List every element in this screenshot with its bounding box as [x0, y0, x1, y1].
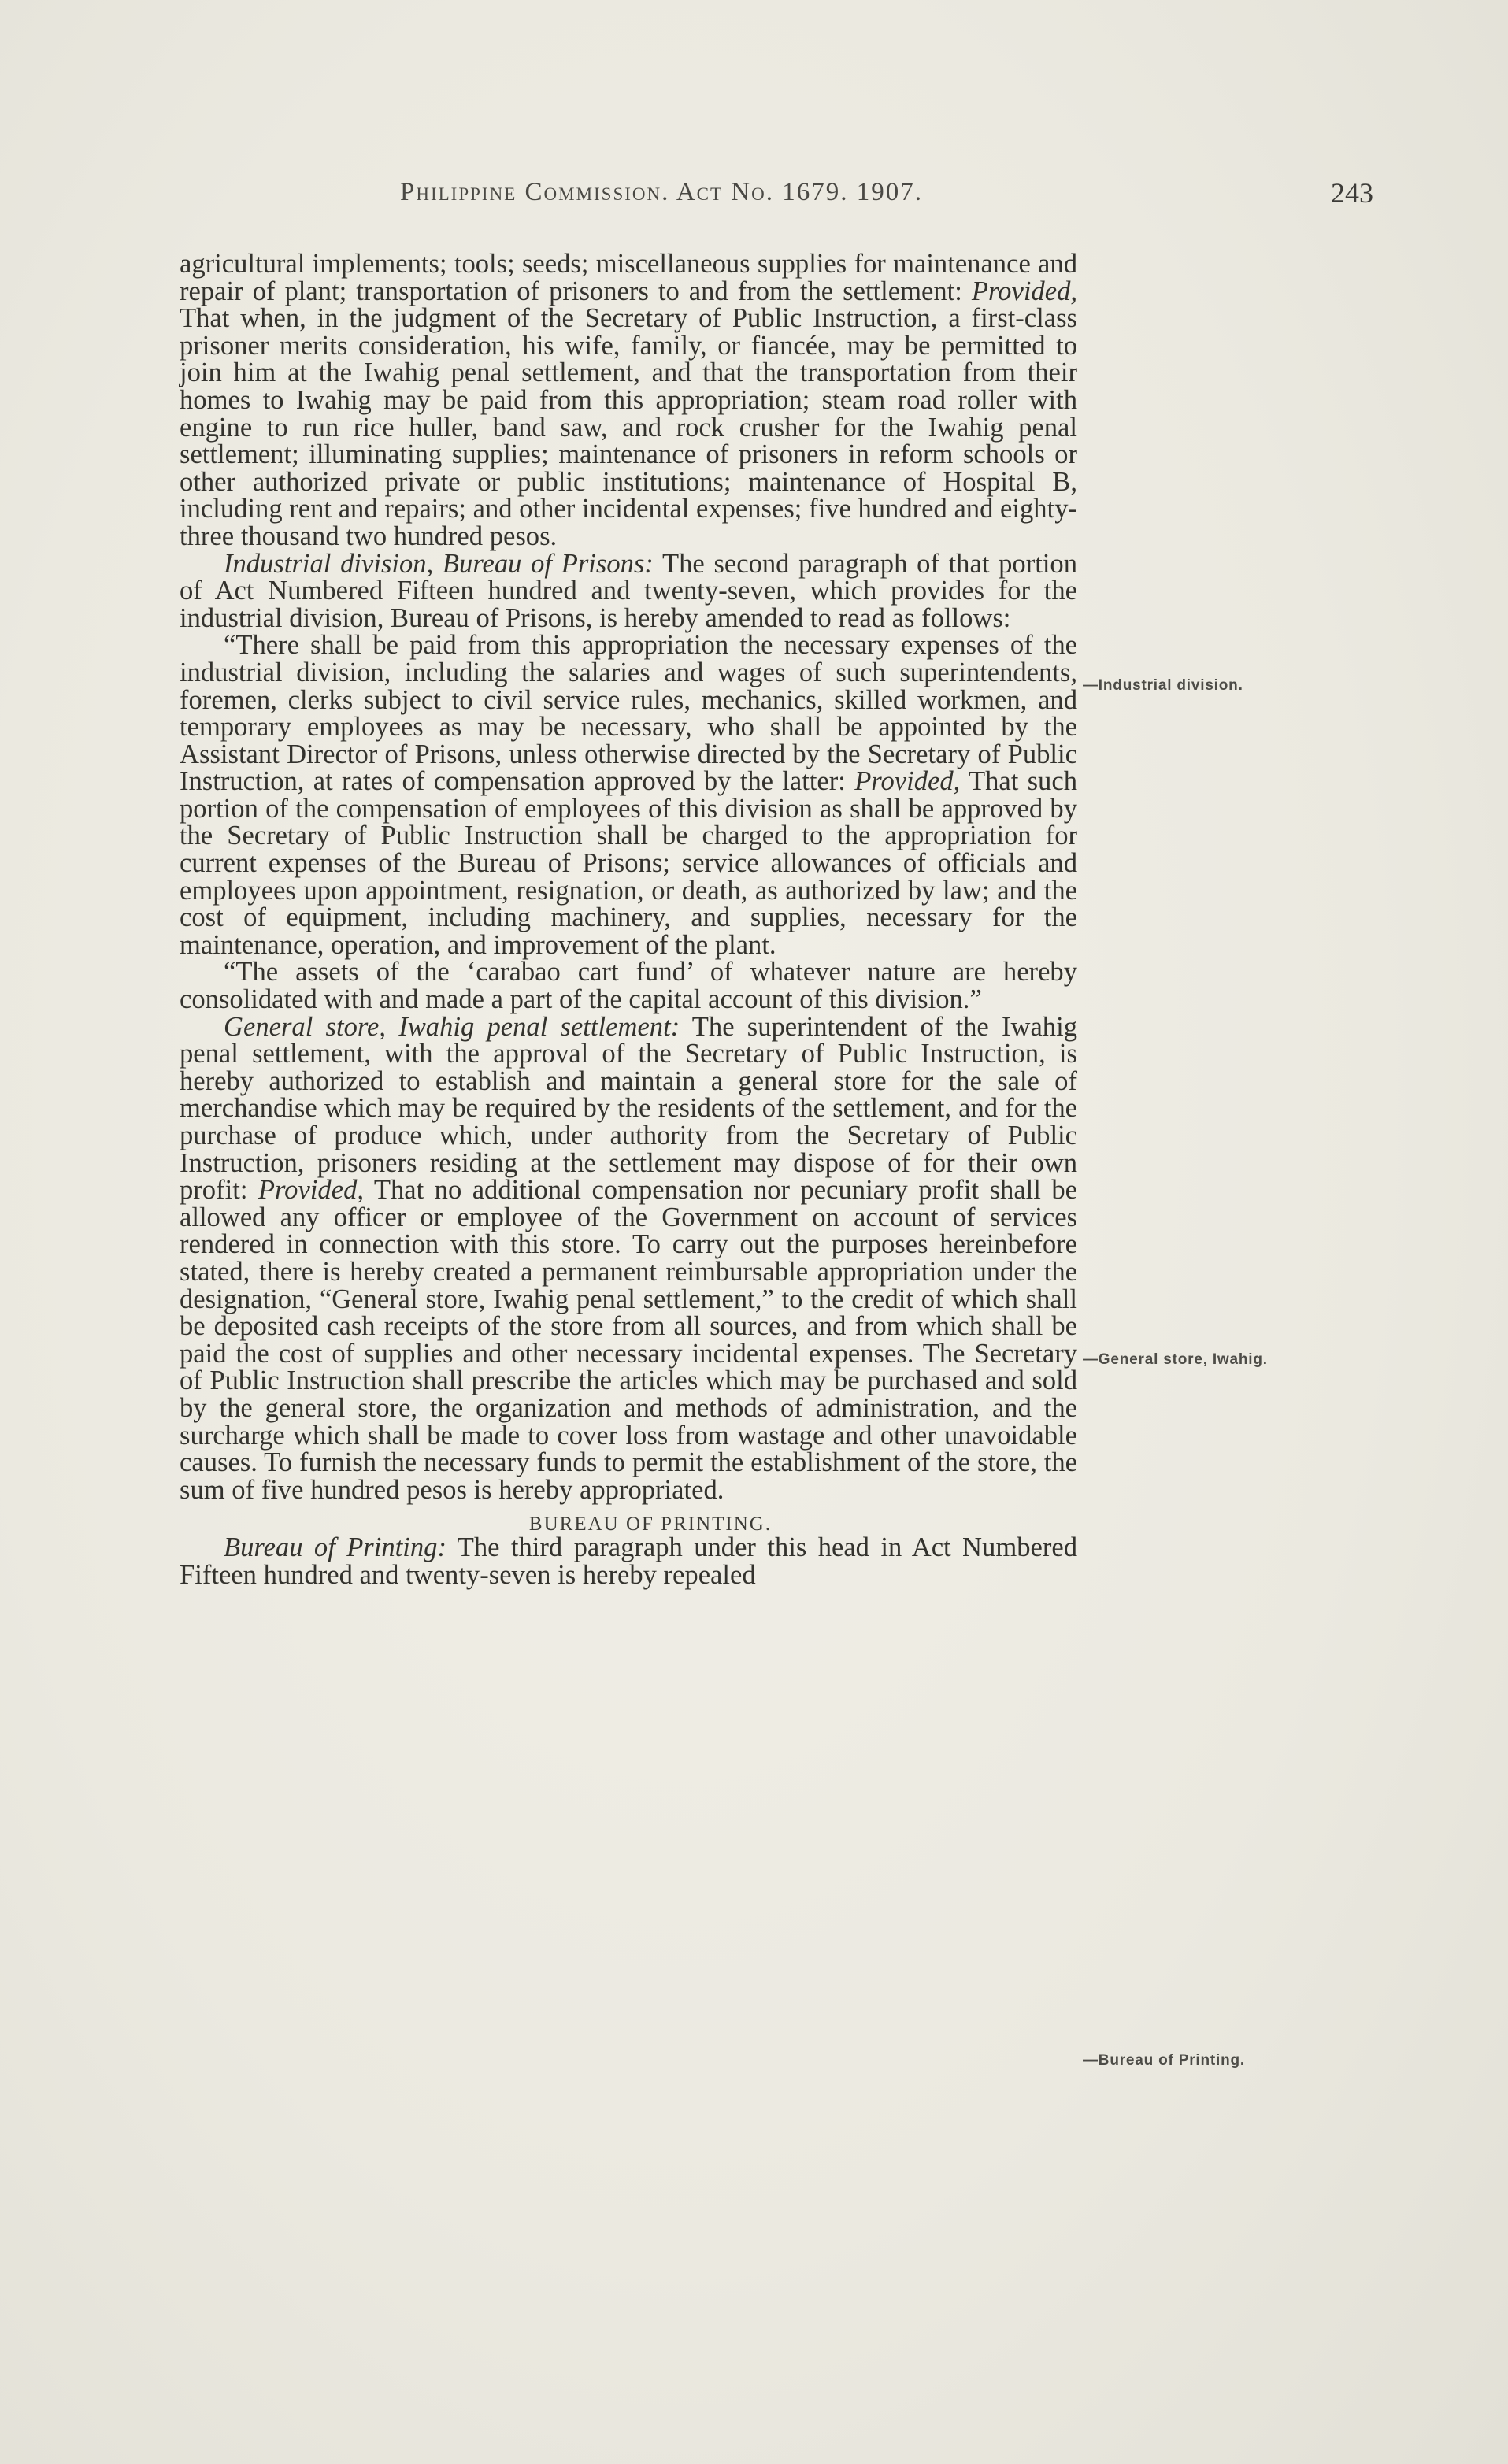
margin-note-general-store: —General store, Iwahig.: [1083, 1351, 1268, 1368]
running-head: Philippine Commission. Act No. 1679. 1907.: [400, 178, 923, 206]
body-text: [180, 250, 1077, 1589]
paragraph-text: “The assets of the ‘carabao cart fund’ of whatever nature are hereby consolidated with and made a part of the capital account of this division.”: [180, 957, 1077, 1015]
paragraph-text: agricultural implements; tools; seeds; miscellaneous supplies for maintenance and repair of plant; transportation of prisoners to and from the settlement:: [180, 249, 1077, 306]
item-heading-italic: General store, Iwahig penal settlement:: [224, 1011, 680, 1042]
paragraph-industrial-division: [180, 550, 1077, 632]
paragraph-text: The third paragraph under this head in Act Numbered Fifteen hundred and twenty-seven is hereby repealed: [180, 1532, 1077, 1590]
paragraph-industrial-quote: [180, 632, 1077, 958]
paragraph-carabao-fund: [180, 958, 1077, 1013]
paragraph-text: The superintendent of the Iwahig penal settlement, with the approval of the Secretary of Public Instruction, is hereby authorized to establish and maintain a general store for the sale of merchandise which may be required by the residents of the settlement, and for the purchase of produce which, under authority from the Secretary of Public Instruction, prisoners residing at the settlement may dispose of for their own profit:: [180, 1011, 1077, 1206]
proviso-italic: Provided,: [258, 1175, 364, 1206]
paragraph-bureau-printing: [180, 1534, 1077, 1588]
item-heading-italic: Bureau of Printing:: [224, 1532, 446, 1563]
page-number: 243: [1331, 177, 1373, 209]
margin-note-industrial-division: —Industrial division.: [1083, 677, 1243, 694]
paragraph-text: The second paragraph of that portion of Act Numbered Fifteen hundred and twenty-seven, which provides for the industrial division, Bureau of Prisons, is hereby amended to read as follows:: [180, 548, 1077, 633]
proviso-italic: Provided,: [971, 276, 1077, 306]
paragraph-text: That no additional compensation nor pecuniary profit shall be allowed any officer or employee of the Government on account of services rendered in connection with this store. To carry out the purposes hereinbefore stated, there is hereby created a permanent reimbursable appropriation under the designation, “General store, Iwahig penal settlement,” to the credit of which shall be deposited cash receipts of the store from all sources, and from which shall be paid the cost of supplies and other necessary incidental expenses. The Secretary of Public Instruction shall prescribe the articles which may be purchased and sold by the general store, the organization and methods of administration, and the surcharge which shall be made to cover loss from wastage and other unavoidable causes. To furnish the necessary funds to permit the establishment of the store, the sum of five hundred pesos is hereby appropriated.: [180, 1175, 1077, 1505]
section-heading: BUREAU OF PRINTING.: [528, 1514, 773, 1536]
paragraph-text: That such portion of the compensation of employees of this division as shall be approved by the Secretary of Public Instruction shall be charged to the appropriation for current expenses of the Bureau of Prisons; service allowances of officials and employees upon appointment, resignation, or death, as authorized by law; and the cost of equipment, including machinery, and supplies, necessary for the maintenance, operation, and improvement of the plant.: [180, 766, 1077, 960]
item-heading-italic: Industrial division, Bureau of Prisons:: [224, 548, 654, 579]
paragraph-text: “There shall be paid from this appropriation the necessary expenses of the industrial division, including the salaries and wages of such superintendents, foremen, clerks subject to civil service rules, mechanics, skilled workmen, and temporary employees as may be necessary, who shall be appointed by the Assistant Director of Prisons, unless otherwise directed by the Secretary of Public Instruction, at rates of compensation approved by the latter:: [180, 630, 1077, 797]
margin-note-bureau-printing: —Bureau of Printing.: [1083, 2052, 1245, 2069]
paragraph-appropriation-continued: [180, 250, 1077, 550]
paragraph-general-store: [180, 1013, 1077, 1504]
proviso-italic: Provided,: [854, 766, 961, 797]
paragraph-text: That when, in the judgment of the Secretary of Public Instruction, a first-class prisoner merits consideration, his wife, family, or fiancée, may be permitted to join him at the Iwahig penal settlement, and that the transportation from their homes to Iwahig may be paid from this appropriation; steam road roller with engine to run rice huller, band saw, and rock crusher for the Iwahig penal settlement; illuminating supplies; maintenance of prisoners in reform schools or other authorized private or public institutions; maintenance of Hospital B, including rent and repairs; and other incidental expenses; five hundred and eighty-three thousand two hundred pesos.: [180, 303, 1077, 551]
